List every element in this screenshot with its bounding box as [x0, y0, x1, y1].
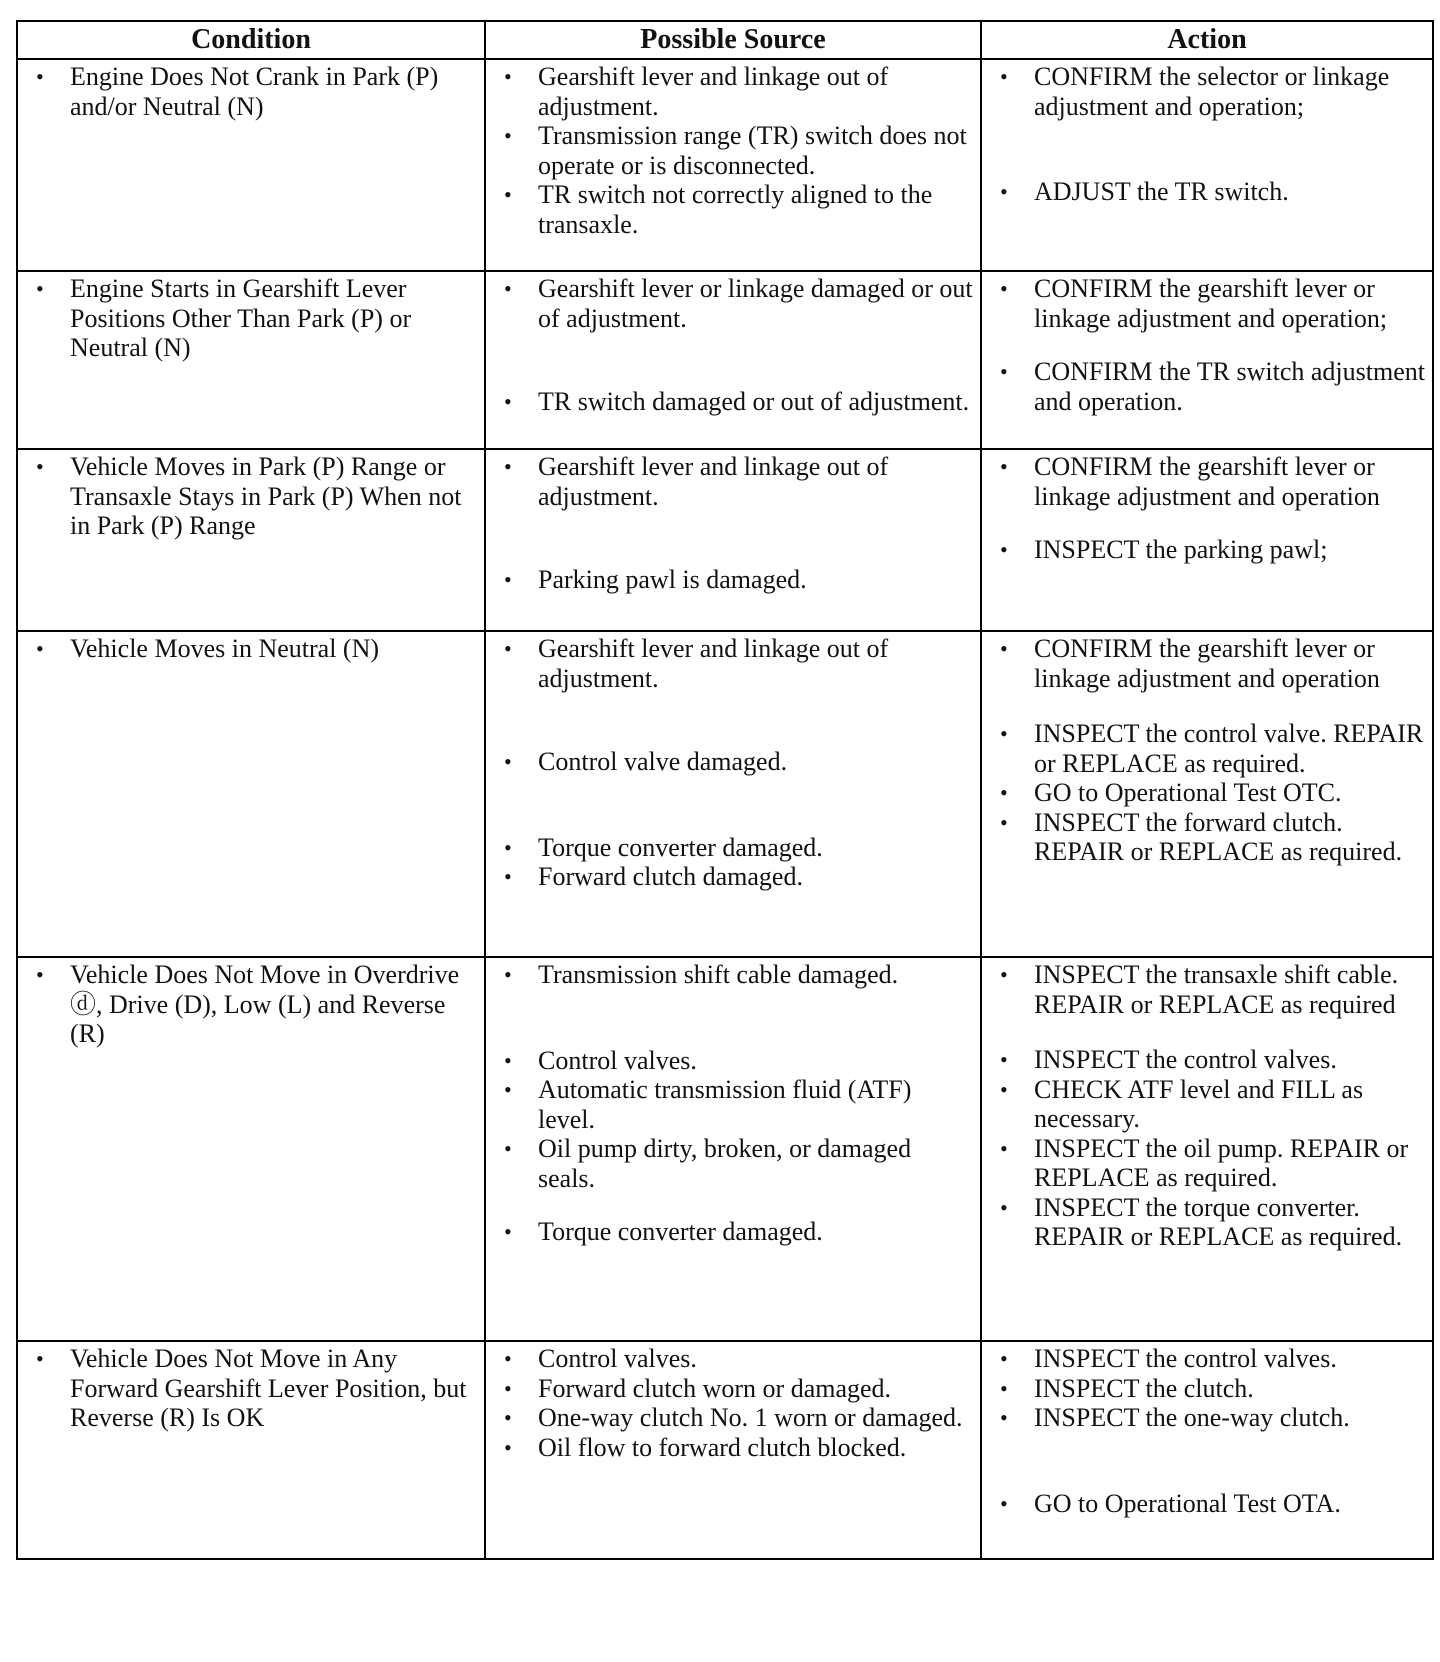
item-text: Control valve damaged.	[538, 747, 788, 776]
item-text: GO to Operational Test OTA.	[1034, 1488, 1341, 1518]
bullet-icon: •	[504, 389, 512, 414]
list-item	[490, 1374, 974, 1404]
item-text: Oil pump dirty, broken, or damaged seals.	[538, 1134, 912, 1193]
list-item	[490, 862, 974, 892]
item-text: Vehicle Does Not Move in Overdrive ⓓ, Drive (D), Low (L) and Reverse (R)	[70, 960, 460, 1048]
bullet-icon: •	[504, 1077, 512, 1102]
list-item	[490, 1046, 974, 1076]
list-item	[986, 1403, 1426, 1433]
list-item	[986, 452, 1426, 511]
item-text: CONFIRM the TR switch adjustment and operation.	[1034, 357, 1425, 416]
list-item	[490, 452, 974, 511]
table-row	[17, 631, 1433, 957]
bullet-icon: •	[504, 864, 512, 889]
list-item	[986, 1344, 1426, 1374]
list-item	[22, 62, 478, 121]
list-item	[986, 535, 1426, 565]
list-item	[490, 747, 974, 777]
item-text: INSPECT the clutch.	[1034, 1373, 1254, 1403]
item-text: Oil flow to forward clutch blocked.	[538, 1432, 907, 1462]
list-item	[986, 1193, 1426, 1252]
bullet-icon: •	[1000, 721, 1008, 746]
item-text: Control valves.	[538, 1045, 697, 1075]
possible-source-cell	[485, 1341, 981, 1559]
item-text: CONFIRM the gearshift lever or linkage adjustment and operation	[1034, 634, 1380, 693]
bullet-icon: •	[1000, 780, 1008, 805]
bullet-icon: •	[504, 64, 512, 89]
header-possible-source: Possible Source	[485, 21, 981, 59]
item-text: Torque converter damaged.	[538, 832, 823, 862]
list-item	[490, 565, 974, 595]
bullet-icon: •	[1000, 276, 1008, 301]
table-row	[17, 449, 1433, 631]
item-text: INSPECT the torque converter. REPAIR or REPLACE as required.	[1034, 1192, 1403, 1251]
list-item	[490, 833, 974, 863]
bullet-icon: •	[504, 1405, 512, 1430]
item-text: Gearshift lever and linkage out of adjustment.	[538, 452, 889, 511]
condition-cell	[17, 631, 485, 957]
table-row	[17, 271, 1433, 449]
item-text: INSPECT the control valve. REPAIR or REPLACE as required.	[1034, 719, 1424, 778]
list-item	[986, 634, 1426, 693]
bullet-icon: •	[1000, 809, 1008, 835]
list-item	[490, 180, 974, 239]
list-item	[490, 121, 974, 180]
possible-source-cell	[485, 631, 981, 957]
action-cell	[981, 1341, 1433, 1559]
item-text: CHECK ATF level and FILL as necessary.	[1034, 1074, 1364, 1133]
list-item	[986, 719, 1426, 778]
bullet-icon: •	[1000, 537, 1008, 562]
item-text: INSPECT the forward clutch. REPAIR or REPLACE as required.	[1034, 807, 1403, 866]
bullet-icon: •	[504, 834, 512, 860]
bullet-icon: •	[36, 64, 44, 89]
list-item	[490, 1403, 974, 1433]
bullet-icon: •	[1000, 962, 1008, 987]
list-item	[490, 1433, 974, 1463]
item-text: INSPECT the parking pawl;	[1034, 535, 1328, 564]
header-row	[17, 21, 1433, 59]
item-text: Transmission shift cable damaged.	[538, 960, 899, 989]
item-text: Forward clutch worn or damaged.	[538, 1373, 892, 1403]
list-item	[490, 62, 974, 121]
list-item	[986, 62, 1426, 121]
bullet-icon: •	[504, 1219, 512, 1244]
list-item	[986, 357, 1426, 416]
bullet-icon: •	[504, 1434, 512, 1460]
bullet-icon: •	[1000, 1490, 1008, 1516]
bullet-icon: •	[504, 1136, 512, 1161]
troubleshooting-document	[16, 20, 1432, 1560]
bullet-icon: •	[504, 749, 512, 774]
header-condition: Condition	[17, 21, 485, 59]
bullet-icon: •	[1000, 1047, 1008, 1072]
bullet-icon: •	[1000, 64, 1008, 89]
item-text: Gearshift lever and linkage out of adjustment.	[538, 62, 889, 121]
condition-cell	[17, 449, 485, 631]
table-row	[17, 1341, 1433, 1559]
item-text: Gearshift lever and linkage out of adjustment.	[538, 634, 889, 693]
bullet-icon: •	[504, 1047, 512, 1073]
item-text: Control valves.	[538, 1344, 697, 1373]
item-text: CONFIRM the selector or linkage adjustment and operation;	[1034, 62, 1390, 121]
bullet-icon: •	[504, 454, 512, 479]
bullet-icon: •	[36, 636, 44, 661]
bullet-icon: •	[504, 182, 512, 207]
bullet-icon: •	[1000, 1405, 1008, 1430]
bullet-icon: •	[504, 276, 512, 301]
list-item	[986, 778, 1426, 808]
item-text: Parking pawl is damaged.	[538, 565, 807, 594]
bullet-icon: •	[504, 1346, 512, 1371]
list-item	[986, 1045, 1426, 1075]
diagnosis-table	[16, 20, 1434, 1560]
list-item	[490, 634, 974, 693]
list-item	[22, 452, 478, 541]
header-action: Action	[981, 21, 1433, 59]
bullet-icon: •	[1000, 1194, 1008, 1220]
action-cell	[981, 631, 1433, 957]
list-item	[490, 1075, 974, 1134]
bullet-icon: •	[504, 636, 512, 661]
item-text: TR switch damaged or out of adjustment.	[538, 387, 970, 416]
bullet-icon: •	[504, 123, 512, 148]
bullet-icon: •	[1000, 1346, 1008, 1371]
bullet-icon: •	[504, 962, 512, 987]
item-text: INSPECT the control valves.	[1034, 1045, 1337, 1074]
condition-cell	[17, 271, 485, 449]
bullet-icon: •	[1000, 454, 1008, 479]
list-item	[490, 274, 974, 333]
bullet-icon: •	[36, 276, 44, 301]
action-cell	[981, 449, 1433, 631]
table-body	[17, 59, 1433, 1559]
bullet-icon: •	[1000, 636, 1008, 661]
list-item	[986, 960, 1426, 1019]
list-item	[986, 1075, 1426, 1134]
item-text: Torque converter damaged.	[538, 1217, 823, 1246]
bullet-icon: •	[1000, 1375, 1008, 1401]
condition-cell	[17, 59, 485, 271]
item-text: CONFIRM the gearshift lever or linkage adjustment and operation;	[1034, 274, 1388, 333]
bullet-icon: •	[1000, 359, 1008, 384]
list-item	[986, 808, 1426, 867]
item-text: CONFIRM the gearshift lever or linkage adjustment and operation	[1034, 452, 1380, 511]
condition-cell	[17, 1341, 485, 1559]
item-text: INSPECT the oil pump. REPAIR or REPLACE as required.	[1034, 1133, 1409, 1192]
bullet-icon: •	[504, 1375, 512, 1401]
possible-source-cell	[485, 271, 981, 449]
bullet-icon: •	[1000, 179, 1008, 204]
list-item	[986, 274, 1426, 333]
list-item	[22, 634, 478, 664]
possible-source-cell	[485, 59, 981, 271]
list-item	[22, 274, 478, 363]
item-text: INSPECT the transaxle shift cable. REPAIR or REPLACE as required	[1034, 960, 1399, 1019]
bullet-icon: •	[36, 1346, 44, 1371]
bullet-icon: •	[1000, 1135, 1008, 1161]
item-text: TR switch not correctly aligned to the transaxle.	[538, 180, 933, 239]
item-text: Engine Does Not Crank in Park (P) and/or Neutral (N)	[70, 62, 439, 121]
item-text: Forward clutch damaged.	[538, 862, 803, 891]
list-item	[986, 177, 1426, 207]
item-text: ADJUST the TR switch.	[1034, 177, 1289, 206]
bullet-icon: •	[36, 454, 44, 479]
item-text: INSPECT the one-way clutch.	[1034, 1403, 1350, 1432]
item-text: GO to Operational Test OTC.	[1034, 778, 1342, 807]
table-row	[17, 59, 1433, 271]
list-item	[490, 387, 974, 417]
list-item	[22, 960, 478, 1049]
item-text: Vehicle Moves in Park (P) Range or Transaxle Stays in Park (P) When not in Park (P) Range	[70, 452, 462, 540]
table-row	[17, 957, 1433, 1341]
list-item	[986, 1134, 1426, 1193]
list-item	[986, 1374, 1426, 1404]
item-text: Gearshift lever or linkage damaged or out of adjustment.	[538, 274, 973, 333]
action-cell	[981, 271, 1433, 449]
item-text: Vehicle Does Not Move in Any Forward Gearshift Lever Position, but Reverse (R) Is OK	[70, 1344, 467, 1432]
item-text: Engine Starts in Gearshift Lever Positions Other Than Park (P) or Neutral (N)	[70, 274, 412, 362]
action-cell	[981, 957, 1433, 1341]
bullet-icon: •	[1000, 1076, 1008, 1102]
bullet-icon: •	[504, 567, 512, 592]
bullet-icon: •	[36, 962, 44, 987]
list-item	[22, 1344, 478, 1433]
list-item	[986, 1489, 1426, 1519]
list-item	[490, 1134, 974, 1193]
item-text: One-way clutch No. 1 worn or damaged.	[538, 1403, 963, 1432]
possible-source-cell	[485, 449, 981, 631]
list-item	[490, 1344, 974, 1374]
list-item	[490, 1217, 974, 1247]
item-text: Automatic transmission fluid (ATF) level.	[538, 1075, 912, 1134]
item-text: INSPECT the control valves.	[1034, 1344, 1337, 1373]
action-cell	[981, 59, 1433, 271]
list-item	[490, 960, 974, 990]
possible-source-cell	[485, 957, 981, 1341]
condition-cell	[17, 957, 485, 1341]
item-text: Transmission range (TR) switch does not operate or is disconnected.	[538, 121, 967, 180]
item-text: Vehicle Moves in Neutral (N)	[70, 634, 380, 663]
